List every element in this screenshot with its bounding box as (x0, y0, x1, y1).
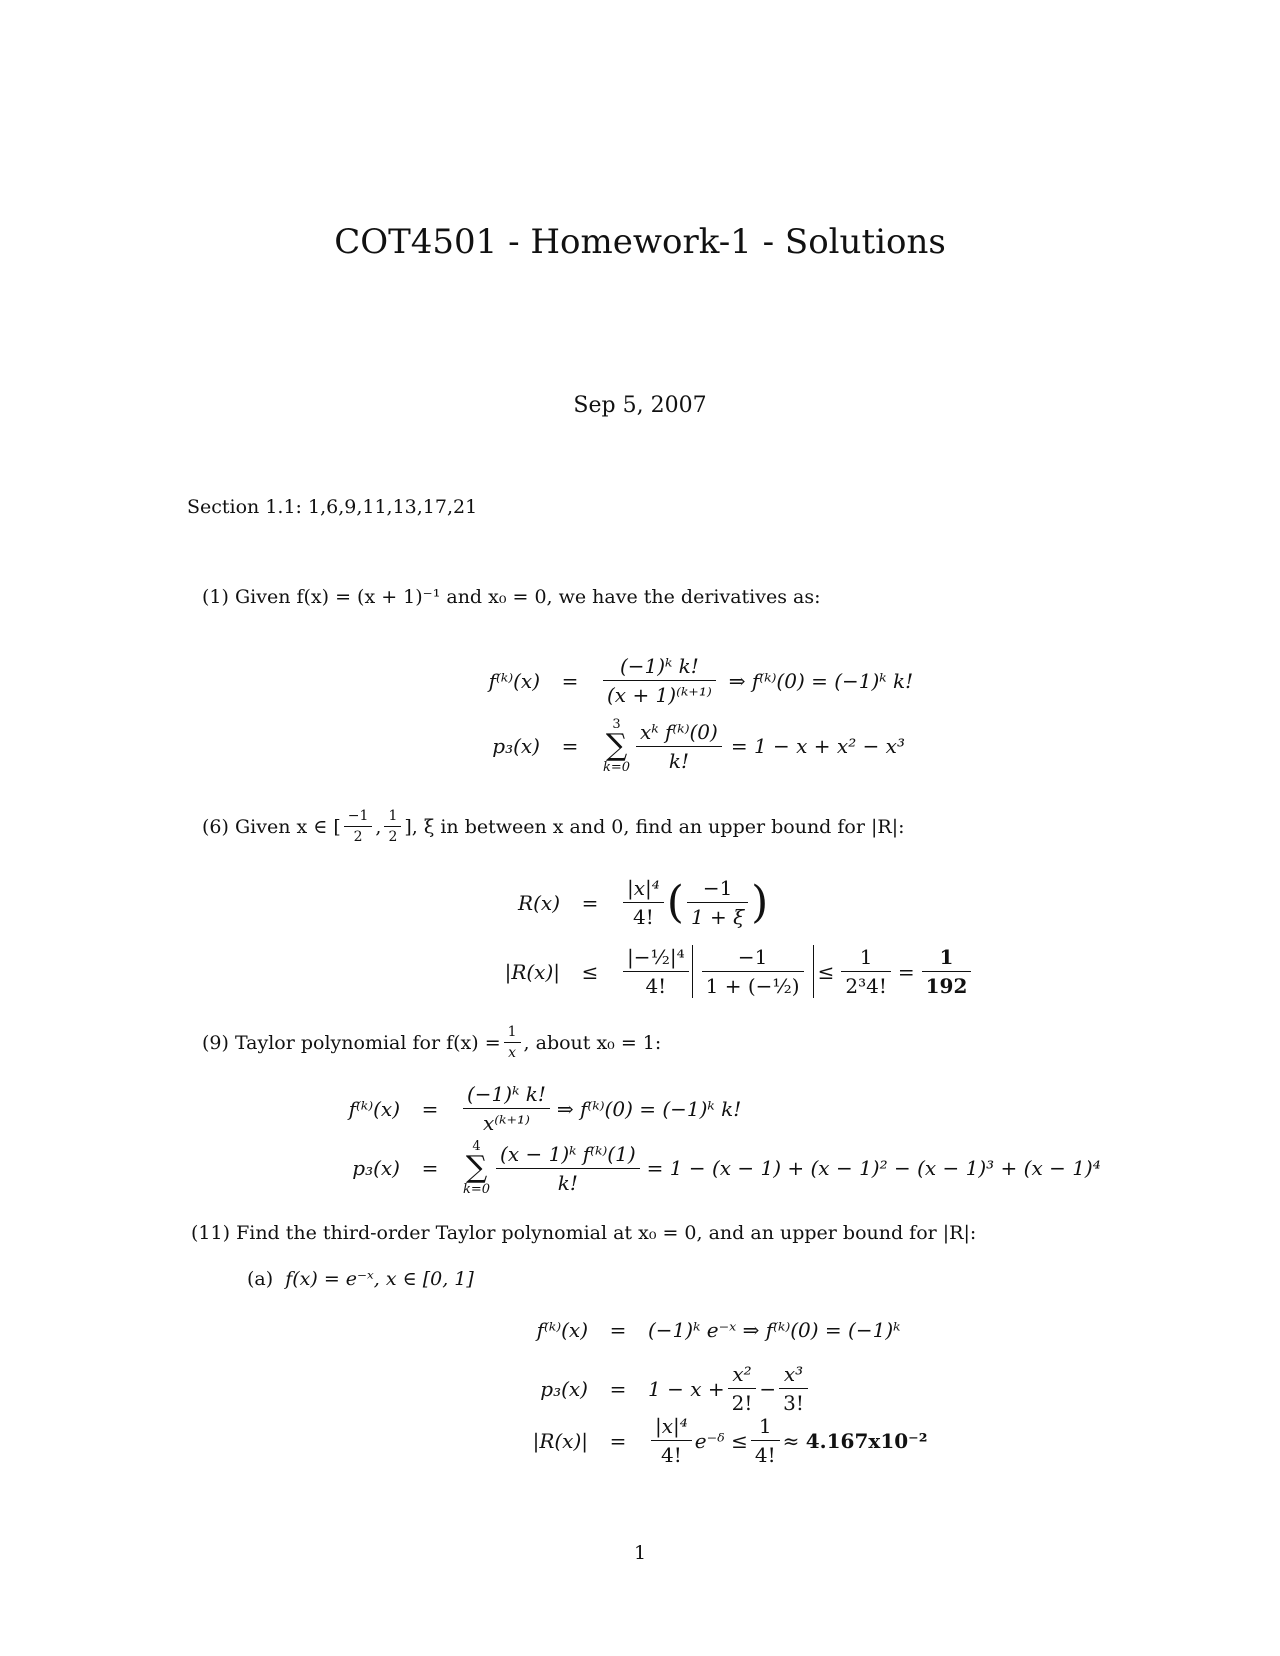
sigma-icon: ∑ (605, 728, 628, 763)
p11-eq1-lhs: f⁽ᵏ⁾(x) (536, 1318, 588, 1342)
problem-11a-statement (247, 1268, 474, 1290)
section-heading: Section 1.1: 1,6,9,11,13,17,21 (187, 496, 478, 518)
p11-equation-3 (488, 1414, 927, 1467)
problem-11-label: (11) (191, 1222, 231, 1244)
p9-eq1-denominator: x⁽ᵏ⁺¹⁾ (482, 1111, 530, 1135)
p11-eq3-b-numerator: 1 (751, 1414, 780, 1441)
p11-eq3-fraction-b (751, 1414, 780, 1467)
p6-interval-lower-num: −1 (344, 808, 373, 827)
problem-6-statement (202, 808, 905, 845)
p9-eq1-relation: = (421, 1096, 439, 1121)
p11-eq2-fraction-b (779, 1362, 808, 1415)
problem-9-text-2: , about x₀ = 1: (523, 1031, 662, 1054)
p6-interval-upper-num: 1 (384, 808, 401, 827)
p1-eq1-denominator: (x + 1)⁽ᵏ⁺¹⁾ (607, 683, 712, 707)
p6-eq2-b-numerator: −1 (702, 945, 804, 972)
problem-6-text-1: Given x ∈ [ (234, 815, 341, 838)
p6-eq1-lhs: R(x) (518, 890, 560, 915)
p11-equation-2 (488, 1362, 811, 1415)
p9-sum-operator (463, 1140, 490, 1196)
p1-sum-upper: 3 (612, 717, 621, 732)
p1-eq2-tail: = 1 − x + x² − x³ (730, 734, 905, 758)
problem-11-text: Find the third-order Taylor polynomial at x₀ = 0, and an upper bound for |R|: (236, 1222, 977, 1244)
p11-eq3-relation: = (609, 1428, 627, 1453)
p6-eq2-fraction-b (702, 945, 804, 998)
p9-sum-upper: 4 (472, 1139, 481, 1154)
p6-eq2-fraction-c (841, 945, 891, 998)
p6-abs-value-bars (692, 945, 814, 998)
p9-equation-1 (300, 1082, 741, 1135)
p1-eq2-denominator: k! (668, 748, 690, 773)
p9-eq1-fraction (463, 1082, 550, 1135)
p6-interval-upper (384, 808, 401, 845)
p6-eq1-fraction (623, 876, 664, 929)
p6-eq1-paren-denominator: 1 + ξ (690, 905, 745, 929)
p11-eq2-b-numerator: x³ (779, 1362, 808, 1389)
p6-eq2-le-2: ≤ (817, 959, 835, 984)
p9-function-num: 1 (504, 1024, 521, 1043)
p11-eq3-b-denominator: 4! (754, 1443, 776, 1467)
p1-eq1-fraction (603, 654, 716, 707)
p1-sum-operator (603, 718, 630, 774)
p1-equation-2 (440, 718, 905, 774)
p11-eq3-approx: ≈ (782, 1428, 800, 1453)
p11-eq1-rhs: (−1)ᵏ e⁻ˣ ⇒ f⁽ᵏ⁾(0) = (−1)ᵏ (648, 1318, 901, 1342)
p6-eq2-result-denominator: 192 (925, 974, 968, 998)
problem-1-statement (202, 586, 821, 608)
p6-interval-lower (344, 808, 373, 845)
p6-equation-2 (460, 945, 974, 998)
p9-eq2-lhs: p₃(x) (352, 1156, 400, 1180)
problem-11a-text: f(x) = e⁻ˣ, x ∈ [0, 1] (285, 1268, 474, 1290)
p11-eq2-fraction-a (728, 1362, 757, 1415)
p6-eq2-lhs: |R(x)| (504, 959, 560, 984)
p6-equation-1 (460, 876, 768, 929)
problem-1-text: Given f(x) = (x + 1)⁻¹ and x₀ = 0, we have the derivatives as: (234, 586, 821, 608)
p11-eq3-result: 4.167x10⁻² (805, 1428, 928, 1453)
p9-equation-2 (300, 1140, 1101, 1196)
p1-eq2-lhs: p₃(x) (492, 734, 540, 758)
p6-eq2-a-numerator: |−½|⁴ (623, 945, 689, 972)
p11-eq3-a-numerator: |x|⁴ (651, 1414, 692, 1441)
right-paren-icon: ) (751, 877, 769, 928)
p9-eq1-tail: ⇒ f⁽ᵏ⁾(0) = (−1)ᵏ k! (556, 1096, 742, 1121)
p1-sum-lower: k=0 (603, 760, 631, 775)
p9-eq2-tail: = 1 − (x − 1) + (x − 1)² − (x − 1)³ + (x − 1)⁴ (646, 1156, 1101, 1180)
p11-eq2-prefix: 1 − x + (648, 1376, 725, 1401)
p6-eq1-relation: = (581, 890, 599, 915)
p9-eq2-numerator: (x − 1)ᵏ f⁽ᵏ⁾(1) (496, 1142, 640, 1169)
document-title: COT4501 - Homework-1 - Solutions (334, 222, 946, 262)
p11-eq2-minus: − (759, 1376, 777, 1401)
p6-eq1-numerator: |x|⁴ (623, 876, 664, 903)
p9-eq1-lhs: f⁽ᵏ⁾(x) (348, 1096, 400, 1121)
p9-sum-lower: k=0 (463, 1182, 491, 1197)
p11-eq3-a-denominator: 4! (661, 1443, 682, 1467)
problem-6-label: (6) (202, 815, 229, 838)
p6-eq2-result (922, 945, 972, 998)
p1-eq2-numerator: xᵏ f⁽ᵏ⁾(0) (636, 720, 722, 747)
p6-eq2-result-numerator: 1 (922, 945, 972, 972)
p9-eq2-denominator: k! (557, 1170, 578, 1195)
p11-eq2-a-numerator: x² (728, 1362, 757, 1389)
p1-eq1-tail: ⇒ f⁽ᵏ⁾(0) = (−1)ᵏ k! (728, 668, 914, 693)
p11-eq1-relation: = (609, 1318, 627, 1342)
page-number: 1 (633, 1542, 647, 1564)
p11-eq3-a-tail: e⁻ᵟ ≤ (694, 1428, 748, 1453)
p9-eq1-numerator: (−1)ᵏ k! (463, 1082, 550, 1109)
p1-eq1-lhs: f⁽ᵏ⁾(x) (488, 668, 540, 693)
p1-eq1-relation: = (561, 668, 579, 693)
p6-eq2-b-denominator: 1 + (−½) (705, 974, 800, 998)
p6-eq1-paren-numerator: −1 (687, 876, 748, 903)
p9-eq2-relation: = (421, 1156, 439, 1180)
left-paren-icon: ( (666, 877, 684, 928)
p11-eq2-lhs: p₃(x) (540, 1376, 588, 1401)
p1-eq1-numerator: (−1)ᵏ k! (603, 654, 716, 681)
problem-9-statement (202, 1024, 661, 1061)
p6-eq2-fraction-a (623, 945, 689, 998)
p6-eq2-c-numerator: 1 (841, 945, 891, 972)
p11-eq2-relation: = (609, 1376, 627, 1401)
p6-interval-lower-den: 2 (353, 829, 363, 845)
p11-equation-1 (488, 1318, 900, 1342)
p1-eq2-relation: = (561, 734, 579, 758)
p6-eq2-eq: = (897, 959, 915, 984)
p9-function-fraction (504, 1024, 521, 1061)
p6-eq1-paren-fraction (687, 876, 748, 929)
p1-equation-1 (440, 654, 913, 707)
document-date: Sep 5, 2007 (573, 393, 707, 418)
problem-6-text-3: ], ξ in between x and 0, find an upper bound for |R|: (404, 815, 905, 838)
p11-eq2-a-denominator: 2! (731, 1391, 753, 1415)
p11-eq3-lhs: |R(x)| (532, 1428, 588, 1453)
p6-eq2-a-denominator: 4! (645, 974, 667, 998)
problem-9-text-1: Taylor polynomial for f(x) = (234, 1031, 501, 1054)
p11-eq3-fraction-a (651, 1414, 692, 1467)
p6-eq2-c-denominator: 2³4! (845, 974, 887, 998)
p6-interval-upper-den: 2 (388, 829, 398, 845)
sigma-icon: ∑ (465, 1150, 488, 1185)
problem-6-text-2: , (375, 815, 382, 838)
problem-11a-label: (a) (247, 1268, 274, 1290)
problem-9-label: (9) (202, 1031, 229, 1054)
p1-eq2-fraction (636, 720, 722, 773)
p9-eq2-fraction (496, 1142, 640, 1195)
p11-eq2-b-denominator: 3! (783, 1391, 804, 1415)
p9-function-den: x (508, 1045, 517, 1061)
p6-eq2-relation: ≤ (581, 959, 599, 984)
problem-11-statement (191, 1222, 976, 1244)
problem-1-label: (1) (202, 586, 229, 608)
p6-eq1-denominator: 4! (633, 905, 654, 929)
